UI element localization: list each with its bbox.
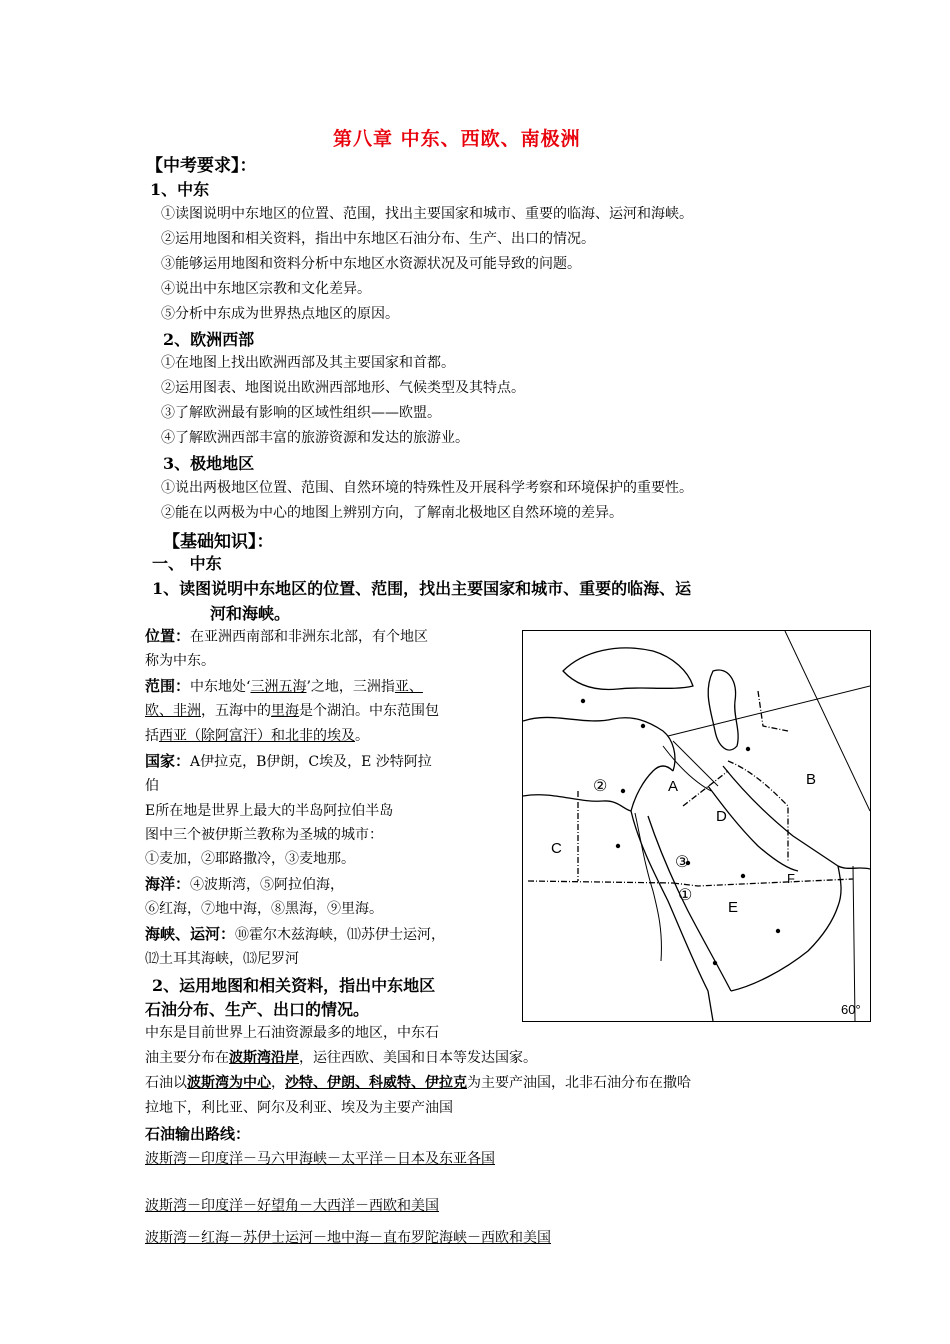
section-western-europe-heading: 2、欧洲西部 (163, 330, 255, 349)
map-longitude-label: 60° (841, 1002, 861, 1017)
map-label-c: C (551, 840, 562, 857)
iran-south-coast (838, 866, 870, 869)
map-label-a: A (668, 778, 679, 795)
city-marker (741, 874, 745, 878)
strait-line-1 (145, 922, 445, 948)
basics-section-heading: 一、 中东 (152, 554, 222, 573)
oil-text: ， (271, 1075, 285, 1091)
requirement-item: ①说出两极地区位置、范围、自然环境的特殊性及开展科学考察和环境保护的重要性。 (161, 480, 693, 496)
peninsula-text: E所在地是世界上最大的半岛阿拉伯半岛 (145, 803, 394, 819)
city-marker (641, 724, 645, 728)
requirement-item: ③能够运用地图和资料分析中东地区水资源状况及可能导致的问题。 (161, 256, 581, 272)
scope-answer: 亚、 (394, 679, 423, 695)
oil-route: 波斯湾－印度洋－马六甲海峡－太平洋－日本及东亚各国 (145, 1151, 495, 1167)
scope-text: ，五海中的 (201, 703, 271, 719)
route-label: 石油输出路线： (145, 1125, 251, 1143)
scope-text: ’之地，三洲指 (306, 679, 395, 695)
nile-river (635, 813, 661, 961)
scope-text: 中东地处‘ (190, 679, 251, 695)
basics-heading: 【基础知识】： (163, 532, 274, 552)
requirement-item: ④了解欧洲西部丰富的旅游资源和发达的旅游业。 (161, 430, 469, 446)
map-label-e: E (728, 899, 739, 916)
map-label-d: D (716, 808, 727, 825)
strait-line-2: ⑿土耳其海峡，⒀尼罗河 (145, 951, 299, 967)
city-marker (713, 961, 717, 965)
requirements-heading: 【中考要求】： (146, 156, 257, 176)
sea-line-1 (145, 872, 344, 898)
strait-label: 海峡、运河： (145, 925, 236, 943)
border-line (528, 881, 673, 883)
oil-line-3 (145, 1071, 691, 1096)
oil-line-2 (145, 1046, 537, 1071)
holy-cities-list: ①麦加，②耶路撒冷，③麦地那。 (145, 851, 355, 867)
question-1-line-1: 1、读图说明中东地区的位置、范围，找出主要国家和城市、重要的临海、运 (152, 579, 692, 598)
position-label: 位置： (145, 627, 191, 645)
city-marker (621, 789, 625, 793)
section-polar-heading: 3、极地地区 (163, 454, 255, 473)
scope-text: 括 (145, 728, 159, 744)
oil-line-1: 中东是目前世界上石油资源最多的地区，中东石 (145, 1025, 439, 1041)
levant-coast (631, 766, 673, 811)
oil-text: 为主要产油国，北非石油分布在撒哈 (467, 1075, 691, 1091)
scope-text: 是个湖泊。中东范围包 (299, 703, 439, 719)
city-marker (581, 699, 585, 703)
grid-line (668, 686, 870, 736)
oil-route: 波斯湾－红海－苏伊士运河－地中海－直布罗陀海峡－西欧和美国 (145, 1230, 551, 1246)
middle-east-map (522, 630, 871, 1022)
tigris-river (673, 741, 718, 786)
sea-text: ④波斯湾，⑤阿拉伯海， (190, 877, 345, 893)
scope-answer: 三洲五海 (250, 679, 307, 695)
requirement-item: ③了解欧洲最有影响的区域性组织——欧盟。 (161, 405, 441, 421)
requirement-item: ④说出中东地区宗教和文化差异。 (161, 281, 371, 297)
country-label: 国家： (145, 752, 191, 770)
question-2-line-2: 石油分布、生产、出口的情况。 (145, 1000, 370, 1019)
anatolia-coast (523, 717, 675, 771)
oil-text: ，运往西欧、美国和日本等发达国家。 (299, 1050, 537, 1066)
scope-answer: 里海 (271, 703, 299, 719)
strait-text: ⑩霍尔木兹海峡，⑾苏伊士运河， (235, 927, 446, 943)
oil-route: 波斯湾－印度洋－好望角－大西洋－西欧和美国 (145, 1198, 439, 1214)
city-marker (616, 844, 620, 848)
oil-text: 油主要分布在 (145, 1050, 229, 1066)
country-text: A伊拉克，B伊朗，C埃及，E 沙特阿拉 (190, 754, 432, 770)
requirement-item: ②运用图表、地图说出欧洲西部地形、气候类型及其特点。 (161, 380, 525, 396)
section-middle-east-heading: 1、中东 (150, 180, 210, 199)
map-label-f: F (787, 871, 795, 886)
oil-answer: 沙特、伊朗、科威特、伊拉克 (285, 1075, 467, 1091)
north-africa-coast (523, 795, 631, 811)
position-line-2: 称为中东。 (145, 653, 215, 669)
country-line-1 (145, 749, 432, 775)
map-drawing (523, 631, 870, 1021)
oil-text: 石油以 (145, 1075, 187, 1091)
oil-answer: 波斯湾沿岸 (229, 1050, 299, 1066)
black-sea-coast (563, 648, 693, 690)
position-line-1 (145, 624, 428, 650)
map-marker-1: ① (678, 887, 693, 904)
requirement-item: ①在地图上找出欧洲西部及其主要国家和首都。 (161, 355, 455, 371)
red-sea-west-coast (631, 811, 713, 1021)
requirement-item: ②能在以两极为中心的地图上辨别方向，了解南北极地区自然环境的差异。 (161, 505, 623, 521)
position-text: 在亚洲西南部和非洲东北部，有个地区 (190, 629, 429, 645)
scope-line-3 (145, 724, 369, 749)
scope-line-2 (145, 699, 439, 724)
city-marker (746, 747, 750, 751)
scope-answer: 欧、非洲 (145, 703, 201, 719)
scope-answer: 西亚（除阿富汗）和北非的埃及 (159, 728, 355, 744)
holy-cities-text: 图中三个被伊斯兰教称为圣城的城市： (145, 827, 383, 843)
requirement-item: ⑤分析中东成为世界热点地区的原因。 (161, 306, 399, 322)
border-line (758, 691, 788, 731)
country-line-2: 伯 (145, 778, 159, 794)
question-1-line-2: 河和海峡。 (210, 604, 291, 623)
city-marker (776, 929, 780, 933)
sea-line-2: ⑥红海，⑦地中海，⑧黑海，⑨里海。 (145, 901, 383, 917)
persian-gulf-east-coast (723, 766, 838, 866)
border-line (673, 879, 853, 886)
sea-label: 海洋： (145, 875, 191, 893)
page-title: 第八章 中东、西欧、南极洲 (333, 128, 581, 150)
question-2-line-1: 2、运用地图和相关资料，指出中东地区 (152, 976, 436, 995)
map-marker-2: ② (593, 778, 608, 795)
grid-line (785, 631, 870, 811)
oil-line-4: 拉地下，利比亚、阿尔及利亚、埃及为主要产油国 (145, 1100, 453, 1116)
oil-answer: 波斯湾为中心 (187, 1075, 271, 1091)
requirement-item: ①读图说明中东地区的位置、范围，找出主要国家和城市、重要的临海、运河和海峡。 (161, 206, 693, 222)
requirement-item: ②运用地图和相关资料，指出中东地区石油分布、生产、出口的情况。 (161, 231, 595, 247)
scope-line-1 (145, 674, 423, 700)
map-label-b: B (806, 771, 817, 788)
scope-text: 。 (355, 728, 369, 744)
caspian-sea-coast (708, 670, 738, 750)
map-marker-3: ③ (675, 854, 690, 871)
grid-line (853, 866, 855, 1021)
scope-label: 范围： (145, 677, 191, 695)
